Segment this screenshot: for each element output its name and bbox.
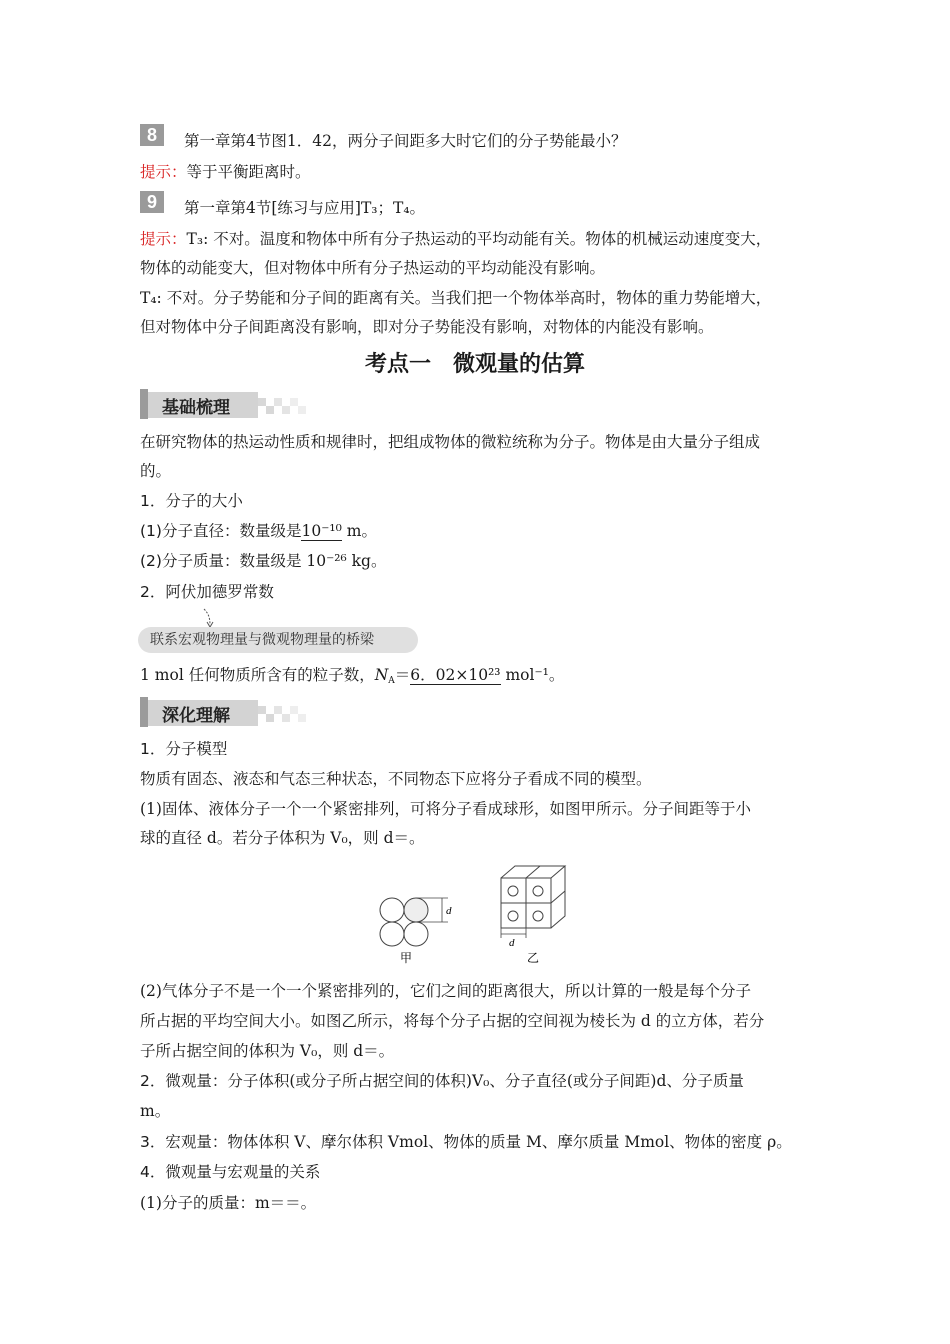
diameter-value: 10⁻¹⁰ [301, 522, 342, 540]
avogadro-pre: 1 mol 任何物质所含有的粒子数， [140, 666, 375, 684]
heading-avogadro: 2．阿伏加德罗常数 [140, 583, 274, 601]
heading-model: 1．分子模型 [140, 740, 228, 758]
hint-text: 等于平衡距离时。 [186, 163, 311, 181]
hint-label: 提示： [140, 163, 187, 181]
intro-line1: 在研究物体的热运动性质和规律时，把组成物体的微粒统称为分子。物体是由大量分子组成 [140, 433, 761, 451]
checker-decoration-icon [258, 398, 310, 418]
question-8-text: 第一章第4节图1．42，两分子间距多大时它们的分子势能最小？ [184, 132, 627, 150]
question-number-badge: 9 [140, 191, 164, 213]
macro-label: 3．宏观量： [140, 1133, 228, 1151]
model-para1: 物质有固态、液态和气态三种状态，不同物态下应将分子看成不同的模型。 [140, 770, 652, 788]
mass-text: ：数量级是 10⁻²⁶ kg。 [223, 552, 387, 570]
diameter-line [140, 521, 377, 541]
figure-yi [495, 862, 585, 970]
model-para2a: (1)固体、液体分子一个一个紧密排列，可将分子看成球形，如图甲所示。分子间距等于小 [140, 800, 751, 818]
checker-decoration-icon [258, 706, 310, 726]
hint-label: 提示： [140, 230, 187, 248]
figure-yi-label: 乙 [527, 951, 540, 965]
model-para2b: 球的直径 d。若分子体积为 V₀，则 d＝。 [140, 829, 425, 847]
micro-label: 2．微观量： [140, 1072, 228, 1090]
figure-jia [372, 888, 462, 968]
section-header-label: 深化理解 [162, 706, 230, 726]
na-equals: ＝ [394, 666, 411, 684]
na-subscript: A [388, 676, 395, 686]
gas-para-a: (2)气体分子不是一个一个紧密排列的，它们之间的距离很大，所以计算的一般是每个分子 [140, 982, 751, 1000]
question-number-badge: 8 [140, 124, 164, 146]
intro-line2: 的。 [140, 462, 172, 480]
gas-para-c: 子所占据空间的体积为 V₀，则 d＝。 [140, 1042, 395, 1060]
figure-jia-label: 甲 [400, 951, 413, 965]
micro-quantities-cont: m。 [140, 1102, 171, 1120]
figure-d-label: d [446, 905, 452, 917]
hint-9-line1 [140, 229, 771, 249]
molecule-mass-formula: (1)分子的质量：m＝＝。 [140, 1194, 317, 1212]
question-9-text: 第一章第4节[练习与应用]T₃；T₄。 [184, 199, 426, 217]
hint-text: T₃: 不对。温度和物体中所有分子热运动的平均动能有关。物体的机械运动速度变大， [186, 230, 772, 248]
hint-8 [140, 162, 311, 182]
section-header-basic [140, 389, 310, 419]
micro-quantities [140, 1071, 744, 1091]
hint-9-line3: T₄: 不对。分子势能和分子间的距离有关。当我们把一个物体举高时，物体的重力势能增大， [140, 289, 772, 307]
figure-d-label: d [509, 937, 515, 949]
arrow-icon [202, 607, 216, 629]
bridge-banner: 联系宏观物理量与微观物理量的桥梁 [138, 627, 418, 653]
na-symbol: N [374, 666, 389, 684]
macro-text: 物体体积 V、摩尔体积 Vmol、物体的质量 M、摩尔质量 Mmol、物体的密度 ρ。 [227, 1133, 792, 1151]
macro-quantities [140, 1132, 792, 1152]
heading-molecule-size: 1．分子的大小 [140, 492, 243, 510]
mass-label: (2)分子质量 [140, 552, 224, 570]
section-header-deep [140, 697, 310, 727]
section-header-label: 基础梳理 [162, 398, 230, 418]
diameter-label: (1)分子直径 [140, 522, 224, 540]
micro-text: 分子体积(或分子所占据空间的体积)V₀、分子直径(或分子间距)d、分子质量 [227, 1072, 744, 1090]
mass-line [140, 551, 386, 571]
diameter-unit: m。 [341, 522, 377, 540]
avogadro-line [140, 665, 564, 691]
hint-9-line4: 但对物体中分子间距离没有影响，即对分子势能没有影响，对物体的内能没有影响。 [140, 318, 714, 336]
na-unit: mol⁻¹。 [500, 666, 565, 684]
na-value: 6．02×10²³ [410, 666, 501, 684]
gas-para-b: 所占据的平均空间大小。如图乙所示，将每个分子占据的空间视为棱长为 d 的立方体，若分 [140, 1012, 765, 1030]
heading-relation: 4．微观量与宏观量的关系 [140, 1163, 321, 1181]
diameter-text: ：数量级是 [223, 522, 302, 540]
hint-9-line2: 物体的动能变大，但对物体中所有分子热运动的平均动能没有影响。 [140, 259, 606, 277]
section-title: 考点一 微观量的估算 [364, 352, 585, 377]
